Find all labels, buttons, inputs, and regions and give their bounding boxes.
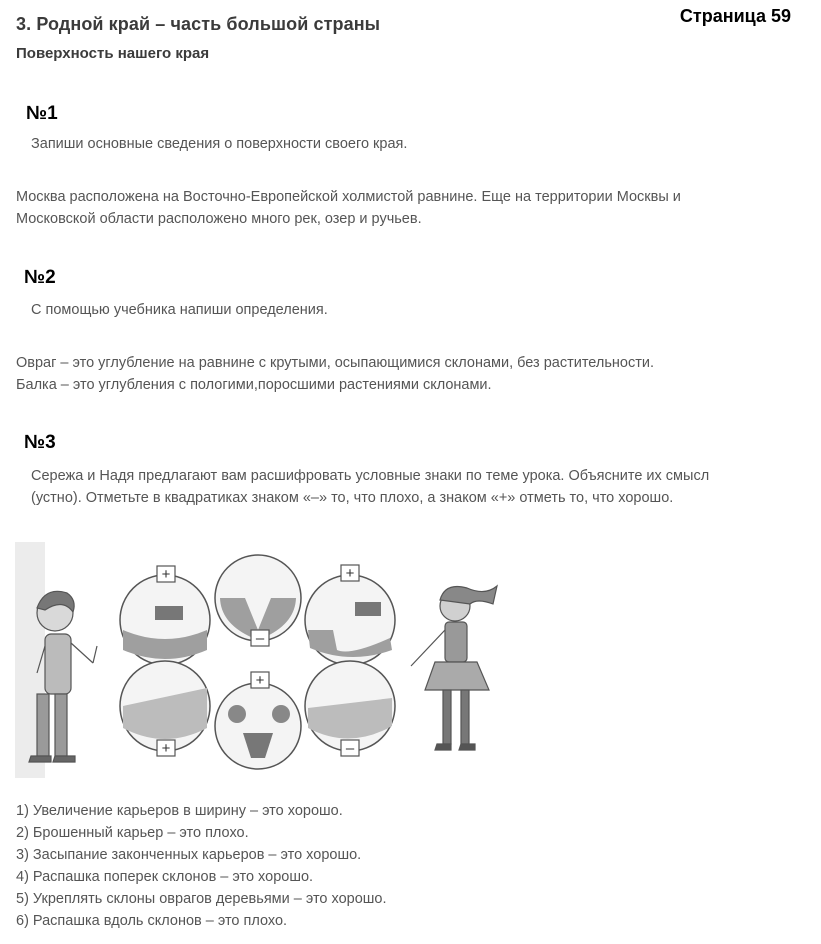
- answer-line: Овраг – это углубление на равнине с крутыми, осыпающимися склонами, без растительности.: [16, 355, 654, 371]
- task-1-prompt: Запиши основные сведения о поверхности своего края.: [31, 136, 408, 152]
- task-1-answer: [16, 186, 681, 230]
- textbook-illustration: [15, 538, 505, 780]
- answer-item: 6) Распашка вдоль склонов – это плохо.: [16, 913, 288, 929]
- mark-4: +: [161, 740, 171, 757]
- prompt-line: Сережа и Надя предлагают вам расшифровать условные знаки по теме урока. Объясните их смысл: [31, 468, 710, 484]
- answer-item: 3) Засыпание законченных карьеров – это хорошо.: [16, 847, 362, 863]
- mark-3: +: [345, 565, 355, 582]
- answer-item: 4) Распашка поперек склонов – это хорошо.: [16, 869, 314, 885]
- prompt-line: (устно). Отметьте в квадратиках знаком «–» то, что плохо, а знаком «+» отметь то, что хорошо.: [31, 490, 674, 506]
- answer-item: 1) Увеличение карьеров в ширину – это хорошо.: [16, 803, 343, 819]
- mark-1: +: [161, 566, 171, 583]
- answer-item: 2) Брошенный карьер – это плохо.: [16, 825, 249, 841]
- section-title: Поверхность нашего края: [16, 45, 210, 62]
- answer-line: Москва расположена на Восточно-Европейской холмистой равнине. Еще на территории Москвы и: [16, 189, 681, 205]
- task-1-number: №1: [26, 103, 58, 124]
- answer-line: Московской области расположено много рек, озер и ручьев.: [16, 211, 422, 227]
- answer-item: 5) Укреплять склоны оврагов деревьями – это хорошо.: [16, 891, 387, 907]
- task-2-prompt: С помощью учебника напиши определения.: [31, 302, 328, 318]
- task-2-answer: [16, 352, 654, 396]
- mark-2: –: [255, 630, 265, 647]
- mark-6: –: [345, 740, 355, 757]
- answer-line: Балка – это углубления с пологими,поросшими растениями склонами.: [16, 377, 492, 393]
- mark-5: +: [255, 672, 265, 689]
- task-3-answers: [16, 800, 387, 932]
- task-3-prompt: [31, 465, 709, 509]
- chapter-title: 3. Родной край – часть большой страны: [16, 14, 381, 34]
- task-3-number: №3: [24, 432, 56, 453]
- task-2-number: №2: [24, 267, 56, 288]
- page-number: Страница 59: [679, 6, 791, 26]
